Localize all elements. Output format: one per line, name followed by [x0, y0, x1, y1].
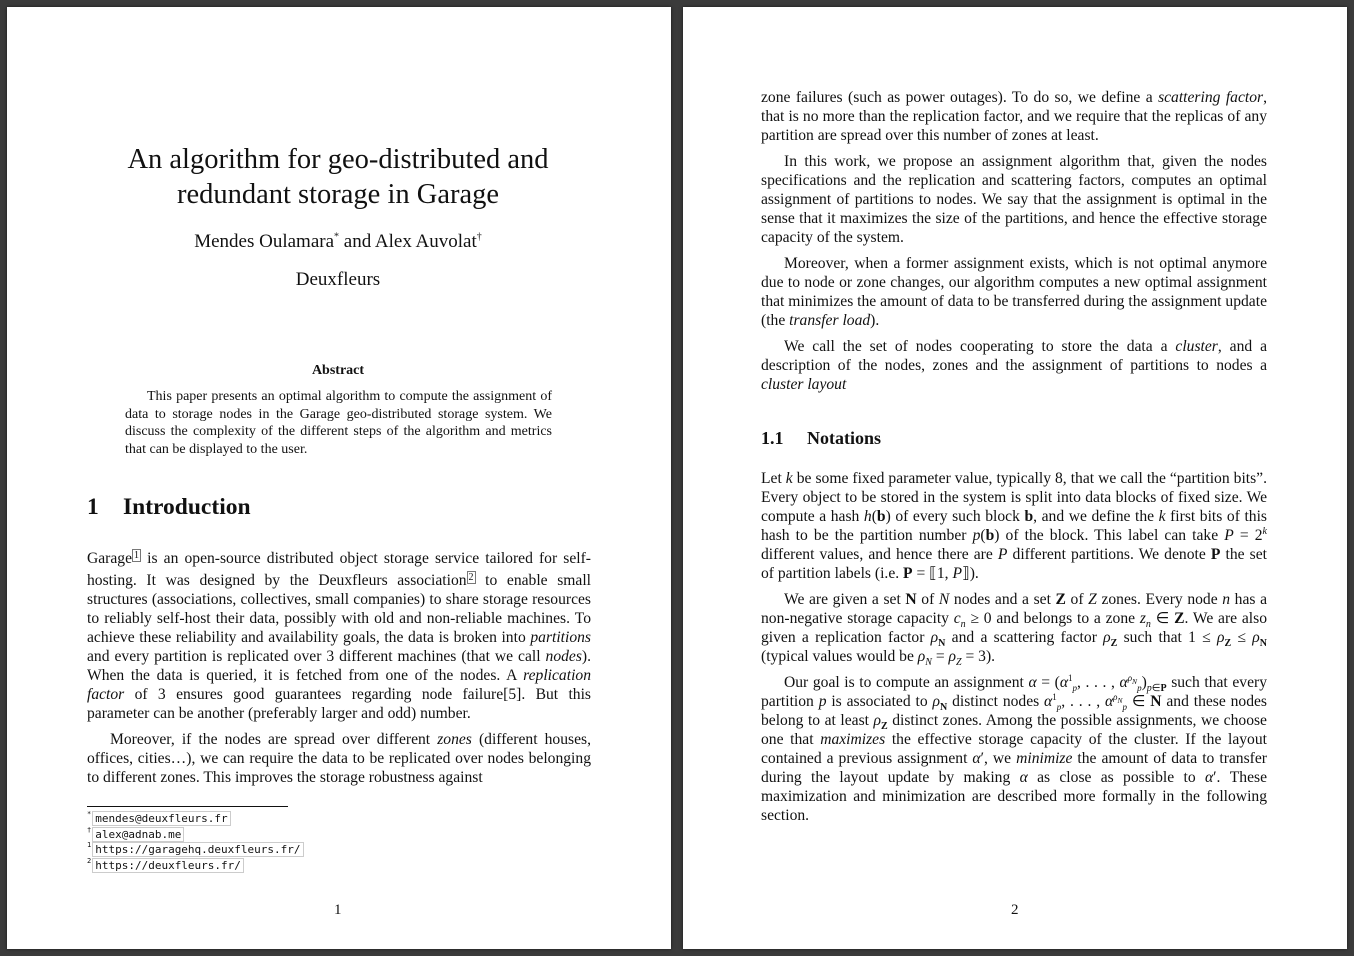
url-link[interactable]: https://garagehq.deuxfleurs.fr/: [92, 842, 303, 857]
footnotes: [87, 811, 304, 873]
footnote: $^2$ https://deuxfleurs.fr/: [87, 858, 304, 874]
introduction-body: [87, 546, 591, 794]
paragraph: We call the set of nodes cooperating to store the data a cluster, and a description of the nodes, zones and the assignment of partitions to nodes a cluster layout: [761, 338, 1267, 393]
paragraph: Moreover, when a former assignment exists, which is not optimal anymore due to node or zone changes, our algorithm computes a new optimal assignment that minimizes the amount of data to be transferred during the assignment update (the transfer load).: [761, 255, 1267, 329]
page-number: 2: [1011, 902, 1019, 918]
footnote-link[interactable]: 1: [134, 550, 140, 561]
subsection-number: 1.1: [761, 428, 784, 448]
notations-body: [761, 469, 1267, 832]
page-number: 1: [334, 902, 342, 918]
section-heading-introduction: [87, 494, 251, 521]
page2-intro-body: [761, 88, 1267, 401]
section-number: 1: [87, 494, 99, 520]
affiliation: Deuxfleurs: [295, 269, 381, 290]
abstract-body: This paper presents an optimal algorithm to compute the assignment of data to storage nodes in the Garage geo-distributed storage system. We discuss the complexity of the different steps of the algorithm and metrics that can be displayed to the user.: [125, 389, 552, 457]
section-title: Introduction: [123, 494, 251, 520]
paragraph: zone failures (such as power outages). To do so, we define a scattering factor, that is no more than the replication factor, and we require that the replicas of any partition are spread over this number of zones at least.: [761, 89, 1268, 144]
paragraph: Moreover, if the nodes are spread over different zones (different houses, offices, cities…), we can require the data to be replicated over nodes belonging to different zones. This improves the storage robustness against: [87, 731, 591, 786]
email-link[interactable]: mendes@deuxfleurs.fr: [92, 811, 230, 826]
page-1: [7, 7, 671, 949]
url-link[interactable]: https://deuxfleurs.fr/: [92, 858, 244, 873]
footnote: $^1$ https://garagehq.deuxfleurs.fr/: [87, 842, 304, 858]
paragraph: In this work, we propose an assignment algorithm that, given the nodes specifications and the replication and scattering factors, computes an optimal assignment of partitions to nodes. We say that the assignment is optimal in the sense that it maximizes the size of the partitions, and hence the effective storage capacity of the system.: [761, 153, 1267, 246]
footnote: † alex@adnab.me: [87, 827, 304, 843]
footnote: * mendes@deuxfleurs.fr: [87, 811, 304, 827]
subsection-title: Notations: [807, 428, 882, 448]
paragraph: Let k be some fixed parameter value, typically 8, that we call the “partition bits”. Every object to be stored in the system is split into data blocks of fixed size. We compute a hash h(b) of every such block b, and we define the k first bits of this hash to be the partition number p(b) of the block. This label can take $P = 2^k$ different values, and hence there are P different partitions. We denote P the set of partition labels (i.e. P = ⟦1, P⟧).: [761, 470, 1267, 582]
email-link[interactable]: alex@adnab.me: [92, 827, 184, 842]
paragraph: We are given a set N of N nodes and a set Z of Z zones. Every node n has a non-negative storage capacity $c_n \ge 0$ and belongs to a zone $z_n$ ∈ Z. We are also given a replication factor $\rho_N$ and a scattering factor $\rho_Z$ such that $1 \le \rho_Z \le \rho_N$ (typical values would be $\rho_N = \rho_Z = 3$).: [761, 591, 1268, 669]
footnote-link[interactable]: 2: [468, 572, 474, 583]
paper-title: An algorithm for geo-distributed and redundant storage in Garage: [127, 144, 549, 210]
paragraph: Our goal is to compute an assignment $\alpha = (\alpha^1_p$, . . . , $\alpha^{\rho_N}_p)_{p\in P}$ such that every partition p is associated to $\rho_N$ distinct nodes $\alpha^1_p$, . . . , $\alpha^{\rho_N}_p$ ∈ N and these nodes belong to at least $\rho_Z$ distinct zones. Among the possible assignments, we choose one that maximizes the effective storage capacity of the cluster. If the layout contained a previous assignment α′, we minimize the amount of data to transfer during the layout update by making α as close as possible to α′. These maximization and minimization are described more formally in the following section.: [761, 672, 1267, 824]
abstract-heading: Abstract: [311, 363, 365, 378]
author-line: Mendes Oulamara* and Alex Auvolat†: [194, 231, 482, 252]
page-2: [683, 7, 1347, 949]
paragraph: Garage $^1$ is an open-source distributed object storage service tailored for self-hosting. It was designed by the Deuxfleurs association $^2$ to enable small structures (associations, collectives, small companies) to share storage resources to reliably self-host their data, possibly with old and non-reliable machines. To achieve these reliability and availability goals, the data is broken into partitions and every partition is replicated over 3 different machines (that we call nodes). When the data is queried, it is fetched from one of the nodes. A replication factor of 3 ensures good guarantees regarding node failure[5]. But this parameter can be another (preferably larger and odd) number.: [87, 550, 591, 722]
footnote-rule: [87, 806, 288, 807]
subsection-heading-notations: [761, 428, 881, 449]
